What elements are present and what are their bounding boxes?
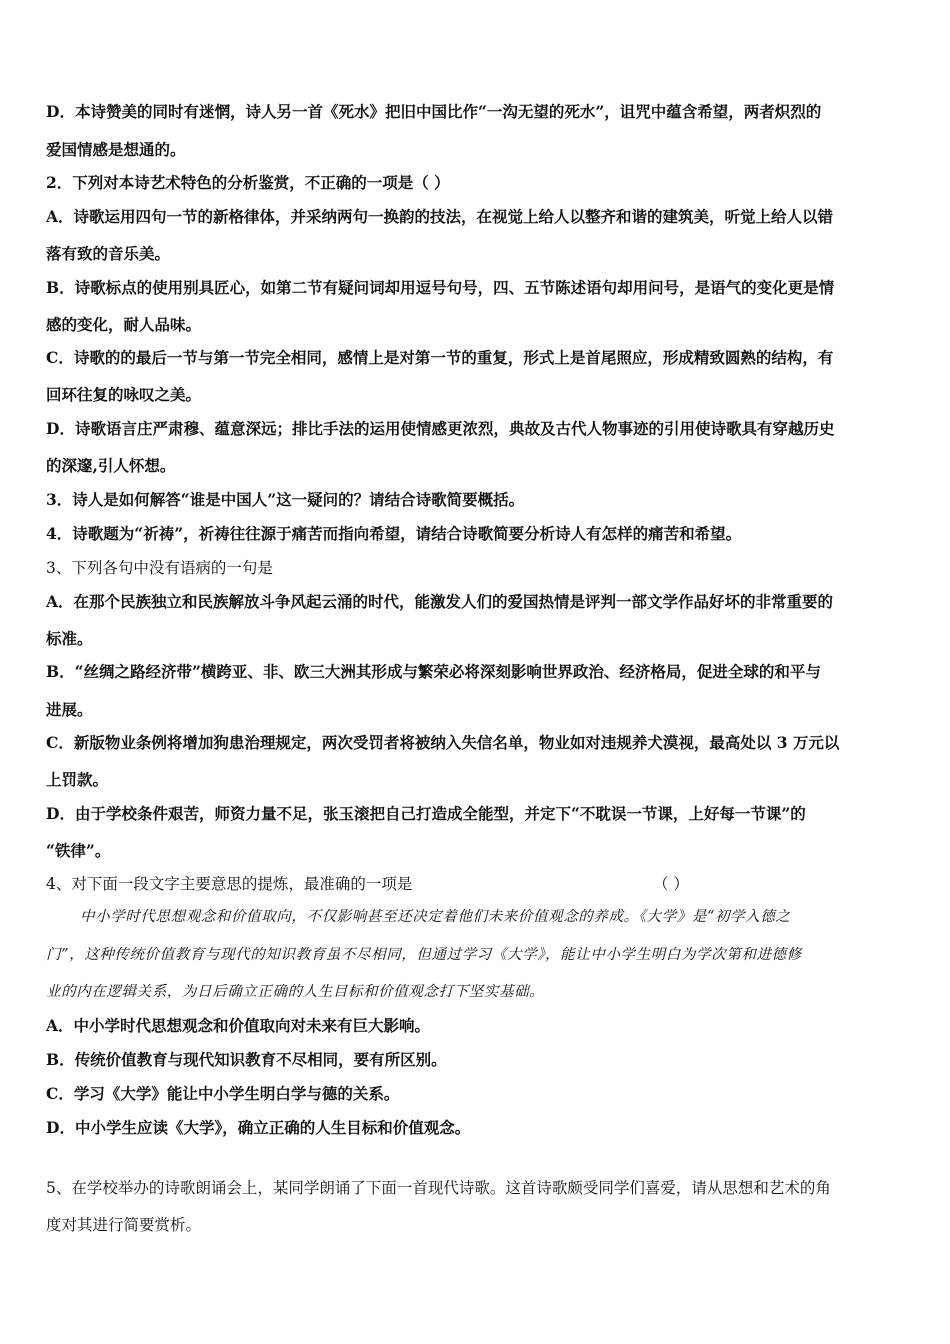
s3-option-c-line2: 上罚款。 (46, 770, 109, 789)
section-5-line1: 5、在学校举办的诗歌朗诵会上，某同学朗诵了下面一首现代诗歌。这首诗歌颇受同学们喜爱，请从思想和艺术的角 (46, 1179, 831, 1197)
s4-option-a: A．中小学时代思想观念和价值取向对未来有巨大影响。 (46, 1016, 431, 1035)
q2-option-b-line2: 感的变化，耐人品味。 (46, 315, 202, 334)
q2-option-a-line2: 落有致的音乐美。 (46, 244, 171, 263)
s4-option-c: C．学习《大学》能让中小学生明白学与德的关系。 (46, 1084, 400, 1103)
s4-option-d: D．中小学生应读《大学》，确立正确的人生目标和价值观念。 (46, 1118, 471, 1137)
q2-option-c-line2: 回环往复的咏叹之美。 (46, 385, 202, 404)
s3-option-d-line2: “铁律”。 (46, 841, 111, 860)
q1-option-d-line1: D．本诗赞美的同时有迷惘，诗人另一首《死水》把旧中国比作“一沟无望的死水”，诅咒中蕴含希望，两者炽烈的 (46, 102, 822, 121)
section-5-line2: 度对其进行简要赏析。 (46, 1216, 202, 1234)
s3-option-c-line1: C．新版物业条例将增加狗患治理规定，两次受罚者将被纳入失信名单，物业如对违规养犬漠视，最高处以 3 万元以 (46, 733, 840, 752)
s4-option-b: B．传统价值教育与现代知识教育不尽相同，要有所区别。 (46, 1050, 447, 1069)
answer-parentheses: （ ） (653, 875, 689, 893)
passage-line1: 中小学时代思想观念和价值取向，不仅影响甚至还决定着他们未来价值观念的养成。《大学》是“初学入德之 (80, 909, 791, 925)
q2-option-a-line1: A．诗歌运用四句一节的新格律体，并采纳两句一换韵的技法，在视觉上给人以整齐和谐的建筑美，听觉上给人以错 (46, 207, 834, 226)
question-2-stem: 2．下列对本诗艺术特色的分析鉴赏，不正确的一项是（ ） (46, 173, 450, 192)
section-3-heading: 3、下列各句中没有语病的一句是 (46, 559, 273, 577)
question-3-stem: 3．诗人是如何解答“谁是中国人”这一疑问的？请结合诗歌简要概括。 (46, 490, 525, 509)
s3-option-b-line2: 进展。 (46, 700, 93, 719)
s3-option-b-line1: B．“丝绸之路经济带”横跨亚、非、欧三大洲其形成与繁荣必将深刻影响世界政治、经济格局，促进全球的和平与 (46, 662, 821, 681)
q2-option-d-line1: D．诗歌语言庄严肃穆、蕴意深远；排比手法的运用使情感更浓烈，典故及古代人物事迹的引用使诗歌具有穿越历史 (46, 419, 835, 438)
q2-option-b-line1: B．诗歌标点的使用别具匠心，如第二节有疑问词却用逗号句号，四、五节陈述语句却用问号，是语气的变化更是情 (46, 278, 835, 297)
q2-option-c-line1: C．诗歌的的最后一节与第一节完全相同，感情上是对第一节的重复，形式上是首尾照应，形成精致圆熟的结构，有 (46, 348, 834, 367)
section-4-heading-text: 4、对下面一段文字主要意思的提炼，最准确的一项是 (46, 875, 413, 893)
s3-option-a-line1: A．在那个民族独立和民族解放斗争风起云涌的时代，能激发人们的爱国热情是评判一部文学作品好坏的非常重要的 (46, 592, 834, 611)
passage-line2: 门”，这种传统价值教育与现代的知识教育虽不尽相同，但通过学习《大学》，能让中小学生明白为学次第和进德修 (46, 947, 802, 963)
q2-option-d-line2: 的深邃,引人怀想。 (46, 456, 176, 475)
passage-line3: 业的内在逻辑关系，为日后确立正确的人生目标和价值观念打下坚实基础。 (46, 984, 545, 1000)
question-4-stem: 4．诗歌题为“祈祷”，祈祷往往源于痛苦而指向希望，请结合诗歌简要分析诗人有怎样的痛苦和希望。 (46, 524, 742, 543)
s3-option-a-line2: 标准。 (46, 629, 93, 648)
s3-option-d-line1: D．由于学校条件艰苦，师资力量不足，张玉滚把自己打造成全能型，并定下“不耽误一节课，上好每一节课”的 (46, 804, 806, 823)
section-4-heading (46, 874, 906, 894)
q1-option-d-line2: 爱国情感是想通的。 (46, 140, 186, 159)
